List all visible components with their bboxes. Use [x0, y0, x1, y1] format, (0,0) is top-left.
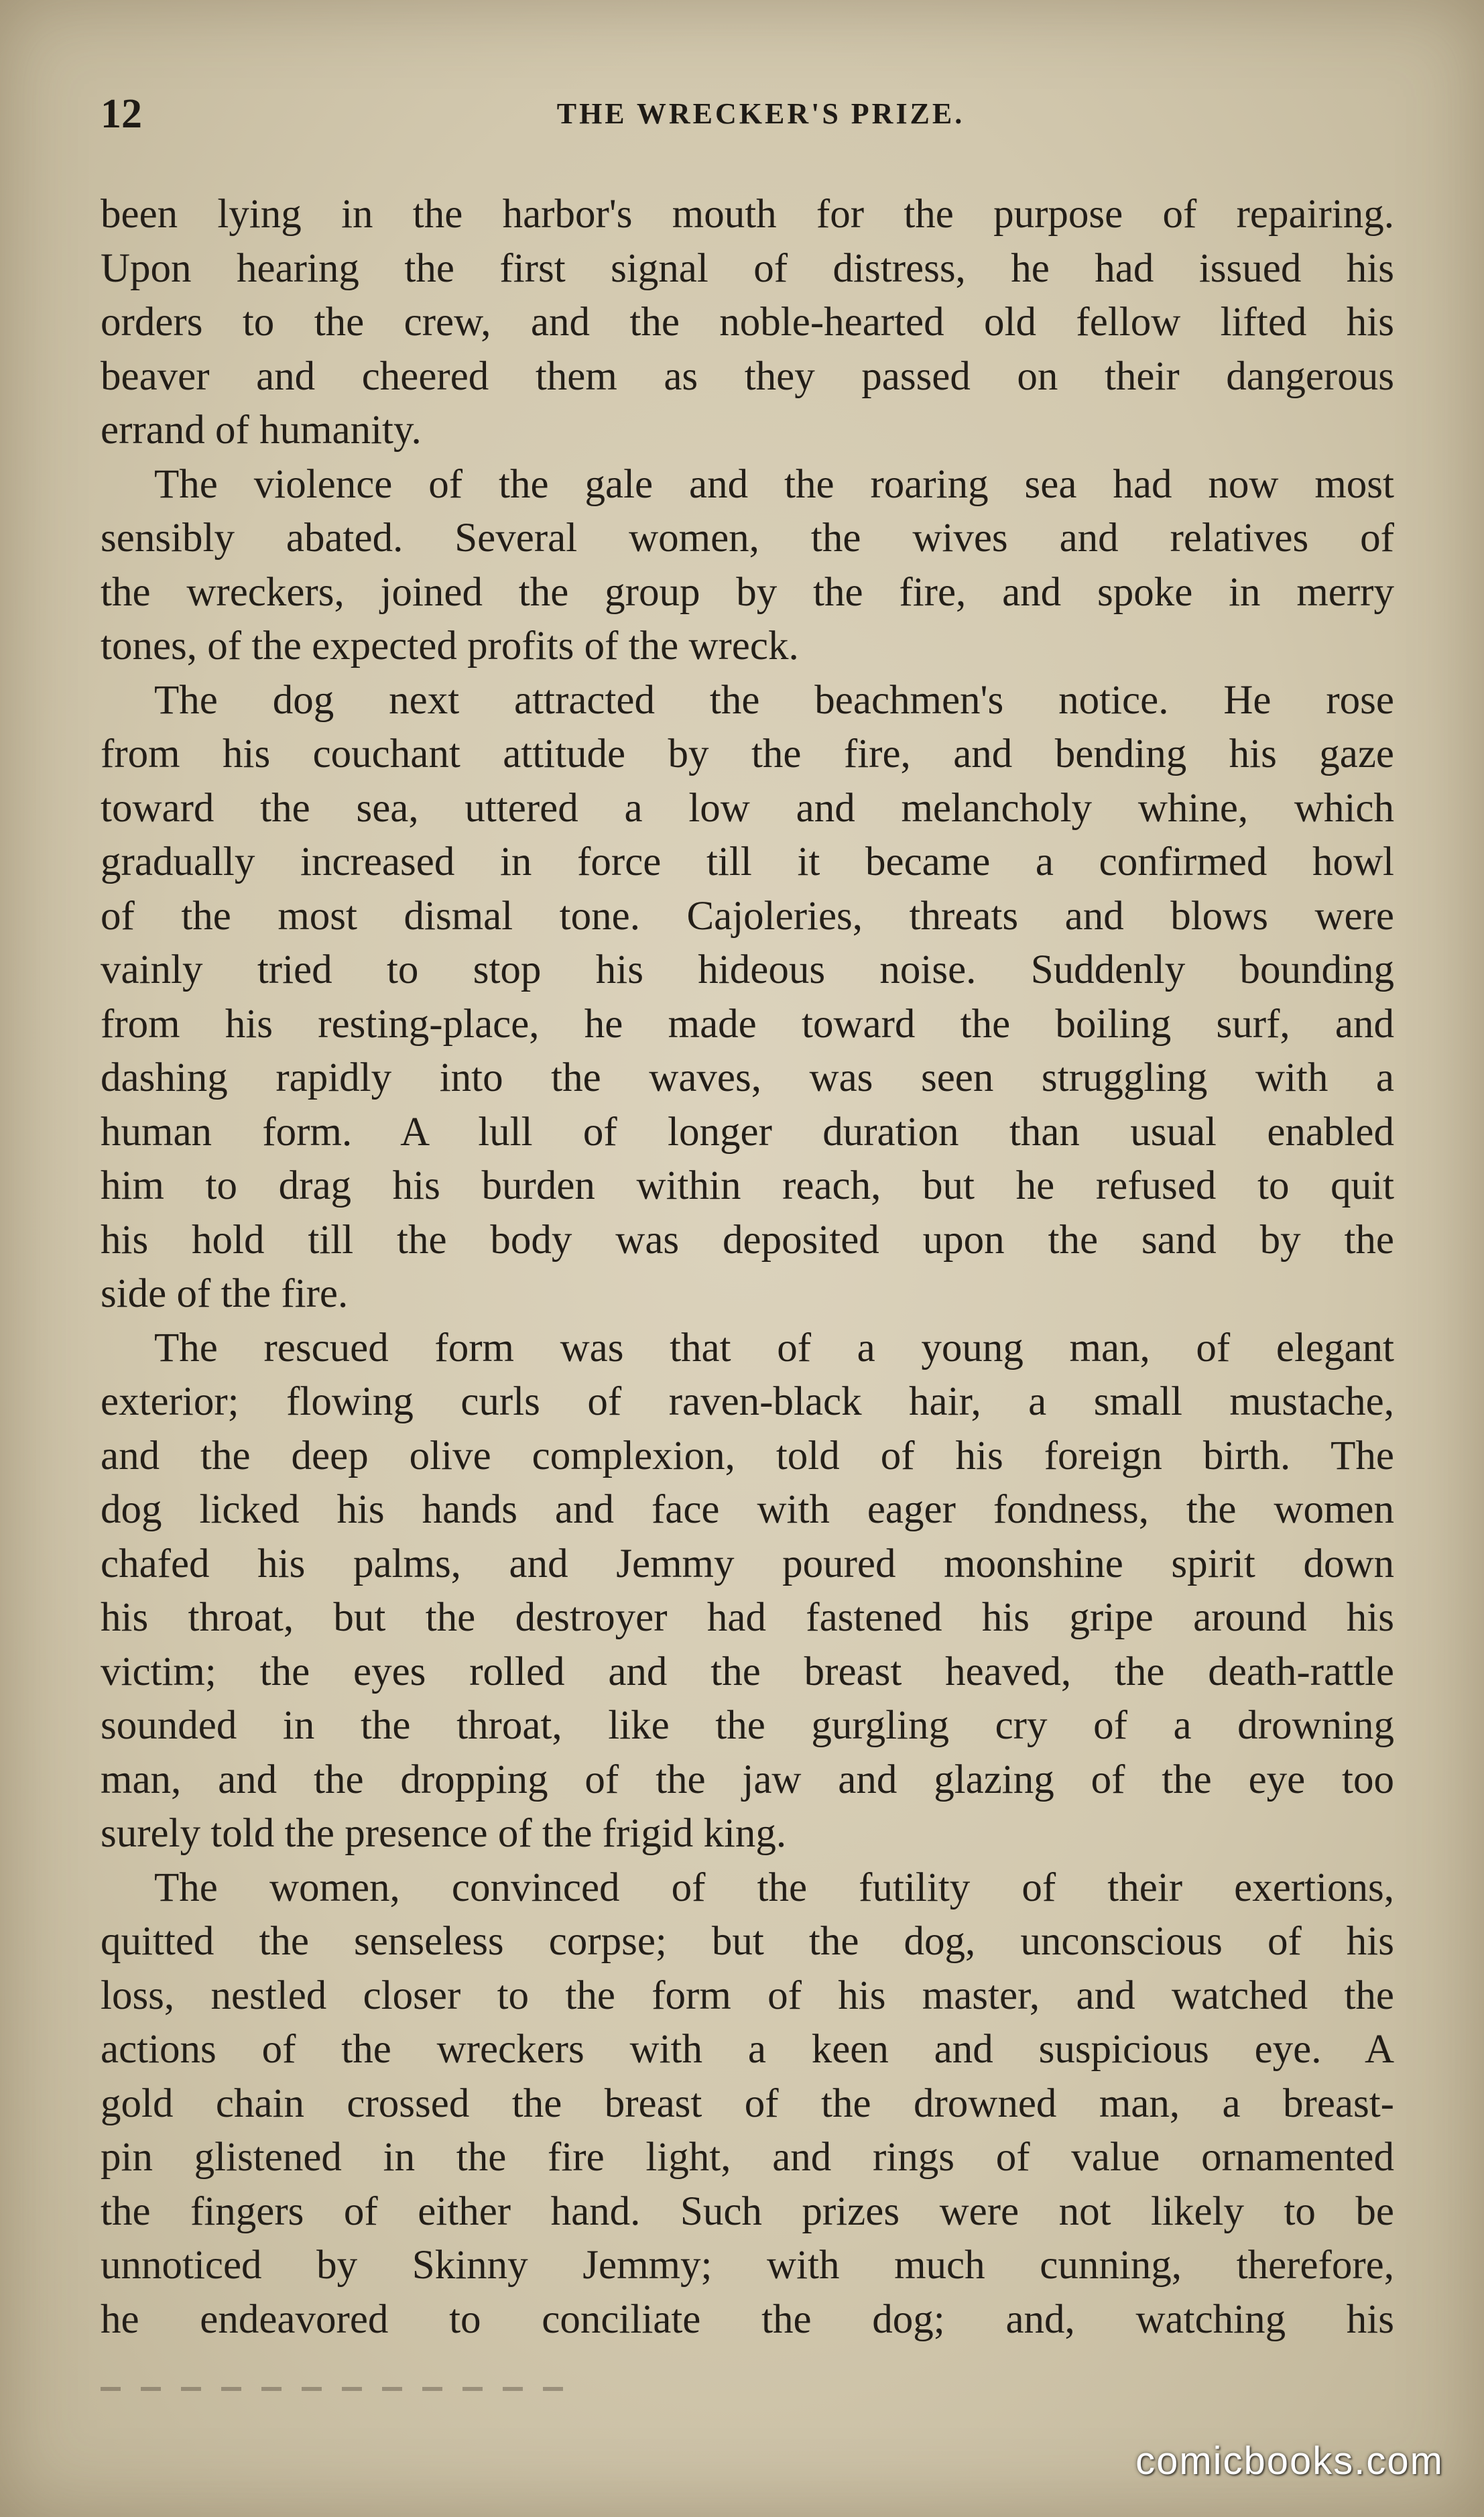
text-line: the wreckers, joined the group by the fire, and spoke in merry: [101, 569, 1394, 615]
text-line: The violence of the gale and the roaring sea had now most: [154, 461, 1394, 507]
text-line: exterior; flowing curls of raven-black hair, a small mustache,: [101, 1379, 1394, 1424]
text-line: surely told the presence of the frigid king.: [101, 1811, 787, 1856]
text-line: human form. A lull of longer duration than usual enabled: [101, 1109, 1394, 1155]
text-line: him to drag his burden within reach, but he refused to quit: [101, 1163, 1394, 1208]
text-line: loss, nestled closer to the form of his master, and watched the: [101, 1973, 1394, 2018]
watermark: comicbooks.com: [1135, 2439, 1444, 2483]
text-line: victim; the eyes rolled and the breast heaved, the death-rattle: [101, 1649, 1394, 1694]
paragraph-1: [101, 188, 1394, 458]
paragraph-5: [101, 1861, 1394, 2347]
text-line: dashing rapidly into the waves, was seen struggling with a: [101, 1055, 1394, 1100]
bottom-bleed-through: [101, 2387, 570, 2391]
text-line: pin glistened in the fire light, and rings of value ornamented: [101, 2135, 1394, 2180]
text-line: sounded in the throat, like the gurgling cry of a drowning: [101, 1703, 1394, 1748]
text-line: his throat, but the destroyer had fastened his gripe around his: [101, 1595, 1394, 1640]
text-line: man, and the dropping of the jaw and glazing of the eye too: [101, 1757, 1394, 1802]
text-line: tones, of the expected profits of the wreck.: [101, 624, 799, 668]
text-line: beaver and cheered them as they passed on their dangerous: [101, 353, 1394, 399]
text-line: of the most dismal tone. Cajoleries, threats and blows were: [101, 893, 1394, 939]
text-line: side of the fire.: [101, 1271, 349, 1316]
text-line: his hold till the body was deposited upon the sand by the: [101, 1217, 1394, 1263]
paragraph-2: [101, 458, 1394, 674]
text-line: from his couchant attitude by the fire, and bending his gaze: [101, 731, 1394, 776]
text-line: quitted the senseless corpse; but the dog, unconscious of his: [101, 1919, 1394, 1964]
text-line: chafed his palms, and Jemmy poured moonshine spirit down: [101, 1541, 1394, 1586]
text-line: from his resting-place, he made toward the boiling surf, and: [101, 1001, 1394, 1047]
text-line: sensibly abated. Several women, the wives and relatives of: [101, 516, 1394, 561]
body-text: [101, 188, 1394, 2347]
text-line: actions of the wreckers with a keen and suspicious eye. A: [101, 2027, 1394, 2072]
paragraph-3: [101, 674, 1394, 1322]
text-line: been lying in the harbor's mouth for the purpose of repairing.: [101, 192, 1394, 237]
text-line: unnoticed by Skinny Jemmy; with much cunning, therefore,: [101, 2243, 1394, 2288]
text-line: The rescued form was that of a young man, of elegant: [154, 1325, 1394, 1370]
running-title: THE WRECKER'S PRIZE.: [556, 97, 965, 130]
text-line: orders to the crew, and the noble-hearted old fellow lifted his: [101, 300, 1394, 345]
text-line: The women, convinced of the futility of their exertions,: [154, 1865, 1394, 1910]
running-head: [101, 87, 1394, 141]
text-line: the fingers of either hand. Such prizes were not likely to be: [101, 2188, 1394, 2234]
page-number: 12: [101, 91, 142, 137]
text-line: gold chain crossed the breast of the drowned man, a breast-: [101, 2081, 1394, 2126]
text-line: The dog next attracted the beachmen's notice. He rose: [154, 677, 1394, 723]
text-line: errand of humanity.: [101, 408, 422, 453]
text-line: toward the sea, uttered a low and melancholy whine, which: [101, 785, 1394, 831]
text-line: and the deep olive complexion, told of his foreign birth. The: [101, 1433, 1394, 1478]
text-line: Upon hearing the first signal of distress, he had issued his: [101, 245, 1394, 291]
text-line: dog licked his hands and face with eager fondness, the women: [101, 1487, 1394, 1532]
text-line: he endeavored to conciliate the dog; and, watching his: [101, 2296, 1394, 2342]
paragraph-4: [101, 1322, 1394, 1861]
text-line: vainly tried to stop his hideous noise. Suddenly bounding: [101, 947, 1394, 992]
text-line: gradually increased in force till it became a confirmed howl: [101, 839, 1394, 884]
